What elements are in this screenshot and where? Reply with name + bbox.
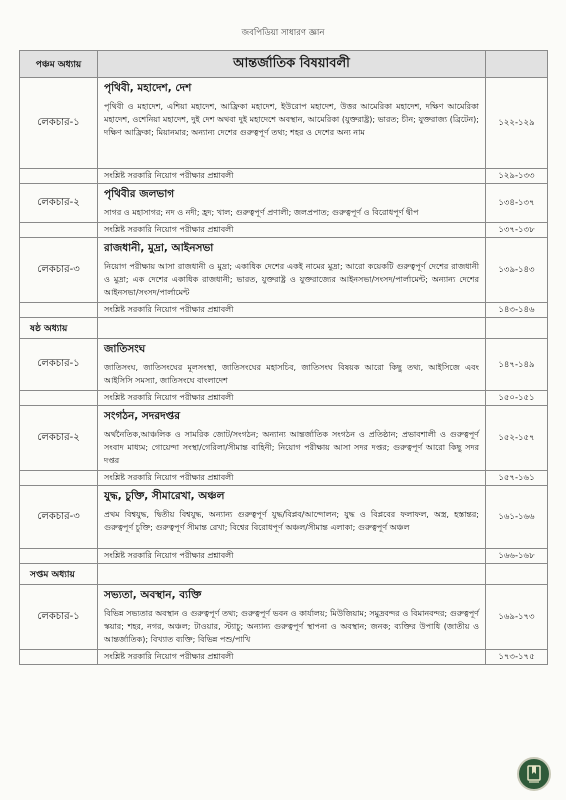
empty-cell: [20, 549, 98, 564]
lecture-title: জাতিসংঘ: [104, 343, 146, 355]
lecture-row: [20, 238, 548, 303]
lecture-row: [20, 486, 548, 549]
lecture-description: অর্থনৈতিক,আঞ্চলিক ও সামরিক জোট/সংগঠন; অন্যান্য আন্তর্জাতিক সংগঠন ও প্রতিষ্ঠান; প্রভাবশালী ও গুরুত্বপূর্ণ সংবাদ মাধ্যম; গোয়েন্দা সংস্থা/গেরিলা/সীমান্ত বাহিনী; নিয়োগ পরীক্ষায় আসা সদর দপ্তর; গুরুত্বপূর্ণ আরো কিছু সদর দপ্তর: [104, 430, 479, 465]
chapter-row: [20, 564, 548, 585]
exam-questions-label: সংশ্লিষ্ট সরকারি নিয়োগ পরীক্ষার প্রশ্নাবলী: [98, 549, 486, 564]
lecture-pages: ১৪৭-১৪৯: [486, 339, 548, 391]
exam-questions-label: সংশ্লিষ্ট সরকারি নিয়োগ পরীক্ষার প্রশ্নাবলী: [98, 650, 486, 665]
lecture-pages: ১৫২-১৫৭: [486, 406, 548, 471]
lecture-title: সংগঠন, সদরদপ্তর: [104, 410, 181, 422]
lecture-title: রাজধানী, মুদ্রা, আইনসভা: [104, 242, 214, 254]
section-title: আন্তর্জাতিক বিষয়াবলী: [98, 51, 486, 78]
exam-questions-row: [20, 471, 548, 486]
exam-questions-pages: ১৪৩-১৪৬: [486, 303, 548, 318]
lecture-description: পৃথিবী ও মহাদেশ, এশিয়া মহাদেশ, আফ্রিকা মহাদেশ, ইউরোপ মহাদেশ, উত্তর আমেরিকা মহাদেশ, দক্ষিণ আমেরিকা মহাদেশ, ওশেনিয়া মহাদেশ, দুই দেশ অথবা দুই মহাদেশে অবস্থান, আমেরিকা (যুক্তরাষ্ট্র); ভারত; চীন; যুক্তরাজ্য (ব্রিটেন); দক্ষিণ আফ্রিকা; মিয়ানমার; অন্যান্য দেশের গুরুত্বপূর্ণ তথ্য; শহর ও দেশের অন্য নাম: [104, 102, 479, 137]
exam-questions-row: [20, 549, 548, 564]
header-page-cell: [486, 51, 548, 78]
lecture-label: লেকচার-১: [20, 78, 98, 169]
empty-cell: [20, 169, 98, 184]
lecture-label: লেকচার-২: [20, 184, 98, 223]
contents-table: [19, 50, 548, 665]
exam-questions-pages: ১৩৭-১৩৮: [486, 223, 548, 238]
lecture-description: বিভিন্ন সভ্যতার অবস্থান ও গুরুত্বপূর্ণ তথ্য; গুরুত্বপূর্ণ ভবন ও কার্যালয়; মিউজিয়াম; সমুদ্রবন্দর ও বিমানবন্দর; গুরুত্বপূর্ণ স্কয়ার; শহর, নগর, অঞ্চল; টাওয়ার, স্ট্যাচু; অন্যান্য গুরুত্বপূর্ণ স্থাপনা ও অবস্থান; জনক; ব্যক্তির উপাধি (জাতীয় ও আন্তর্জাতিক); বিখ্যাত ব্যক্তি; বিভিন্ন পশু/পাখি: [104, 609, 479, 644]
lecture-row: [20, 585, 548, 650]
exam-questions-row: [20, 650, 548, 665]
lecture-topic: [98, 78, 486, 169]
exam-questions-pages: ১৬৬-১৬৮: [486, 549, 548, 564]
exam-questions-pages: ১২৯-১৩৩: [486, 169, 548, 184]
empty-cell: [20, 471, 98, 486]
empty-cell: [20, 223, 98, 238]
exam-questions-label: সংশ্লিষ্ট সরকারি নিয়োগ পরীক্ষার প্রশ্নাবলী: [98, 303, 486, 318]
lecture-topic: [98, 339, 486, 391]
chapter-seven-label: সপ্তম অধ্যায়: [20, 564, 98, 585]
lecture-title: পৃথিবী, মহাদেশ, দেশ: [104, 82, 192, 94]
lecture-title: যুদ্ধ, চুক্তি, সীমারেখা, অঞ্চল: [104, 490, 225, 502]
chapter-row: [20, 318, 548, 339]
lecture-row: [20, 184, 548, 223]
lecture-topic: [98, 406, 486, 471]
lecture-pages: ১৩৪-১৩৭: [486, 184, 548, 223]
lecture-pages: ১৩৯-১৪৩: [486, 238, 548, 303]
empty-cell: [20, 650, 98, 665]
lecture-topic: [98, 184, 486, 223]
empty-cell: [98, 564, 486, 585]
exam-questions-label: সংশ্লিষ্ট সরকারি নিয়োগ পরীক্ষার প্রশ্নাবলী: [98, 169, 486, 184]
lecture-row: [20, 78, 548, 169]
lecture-label: লেকচার-২: [20, 406, 98, 471]
lecture-label: লেকচার-১: [20, 585, 98, 650]
exam-questions-pages: ১৫০-১৫১: [486, 391, 548, 406]
lecture-topic: [98, 585, 486, 650]
lecture-pages: ১২২-১২৯: [486, 78, 548, 169]
exam-questions-label: সংশ্লিষ্ট সরকারি নিয়োগ পরীক্ষার প্রশ্নাবলী: [98, 391, 486, 406]
chapter-five-label: পঞ্চম অধ্যায়: [20, 51, 98, 78]
exam-questions-pages: ১৭৩-১৭৫: [486, 650, 548, 665]
lecture-description: সাগর ও মহাসাগর; নদ ও নদী; হ্রদ; খাল; গুরুত্বপূর্ণ প্রণালী; জলপ্রপাত; গুরুত্বপূর্ণ ও বিরোধপূর্ণ দ্বীপ: [104, 208, 419, 217]
lecture-description: প্রথম বিশ্বযুদ্ধ, দ্বিতীয় বিশ্বযুদ্ধ, অন্যান্য গুরুত্বপূর্ণ যুদ্ধ/বিপ্লব/আন্দোলন; যুদ্ধ ও বিপ্লবের ফলাফল, অস্ত্র, হস্তান্তর; গুরুত্বপূর্ণ চুক্তি; গুরুত্বপূর্ণ সীমান্ত রেখা; বিশ্বের বিরোধপূর্ণ অঞ্চল/সীমান্ত এলাকা; গুরুত্বপূর্ণ অঞ্চল: [104, 510, 479, 532]
exam-questions-pages: ১৫৭-১৬১: [486, 471, 548, 486]
chapter-six-label: ষষ্ঠ অধ্যায়: [20, 318, 98, 339]
lecture-topic: [98, 486, 486, 549]
exam-questions-row: [20, 169, 548, 184]
empty-cell: [486, 564, 548, 585]
lecture-row: [20, 339, 548, 391]
exam-questions-label: সংশ্লিষ্ট সরকারি নিয়োগ পরীক্ষার প্রশ্নাবলী: [98, 471, 486, 486]
empty-cell: [98, 318, 486, 339]
lecture-label: লেকচার-১: [20, 339, 98, 391]
lecture-pages: ১৬১-১৬৬: [486, 486, 548, 549]
exam-questions-row: [20, 391, 548, 406]
page-header: জবপিডিয়া সাধারণ জ্ঞান: [241, 28, 325, 38]
lecture-row: [20, 406, 548, 471]
bookmark-logo-icon: [517, 757, 551, 791]
lecture-label: লেকচার-৩: [20, 238, 98, 303]
empty-cell: [486, 318, 548, 339]
lecture-title: পৃথিবীর জলভাগ: [104, 188, 175, 200]
exam-questions-label: সংশ্লিষ্ট সরকারি নিয়োগ পরীক্ষার প্রশ্নাবলী: [98, 223, 486, 238]
lecture-description: জাতিসংঘ, জাতিসংঘের মূলসংস্থা, জাতিসংঘের মহাসচিব, জাতিসংঘ বিষয়ক আরো কিছু তথ্য, আইসিজে এবং আইসিসি সমস্যা, জাতিসংঘে বাংলাদেশ: [104, 363, 479, 385]
lecture-label: লেকচার-৩: [20, 486, 98, 549]
lecture-topic: [98, 238, 486, 303]
table-header-row: [20, 51, 548, 78]
empty-cell: [20, 303, 98, 318]
empty-cell: [20, 391, 98, 406]
exam-questions-row: [20, 303, 548, 318]
exam-questions-row: [20, 223, 548, 238]
lecture-pages: ১৬৯-১৭৩: [486, 585, 548, 650]
lecture-description: নিয়োগ পরীক্ষায় আসা রাজধানী ও মুদ্রা; একাধিক দেশের একই নামের মুদ্রা; আরো কয়েকটি গুরুত্বপূর্ণ দেশের রাজধানী ও মুদ্রা; এক দেশের একাধিক রাজধানী; ভারত, যুক্তরাষ্ট্র ও যুক্তরাজ্যের আইনসভা/সংসদ/পার্লামেন্ট; অন্যান্য দেশের আইনসভা/সংসদ/পার্লামেন্ট: [104, 262, 479, 297]
lecture-title: সভ্যতা, অবস্থান, ব্যক্তি: [104, 589, 202, 601]
